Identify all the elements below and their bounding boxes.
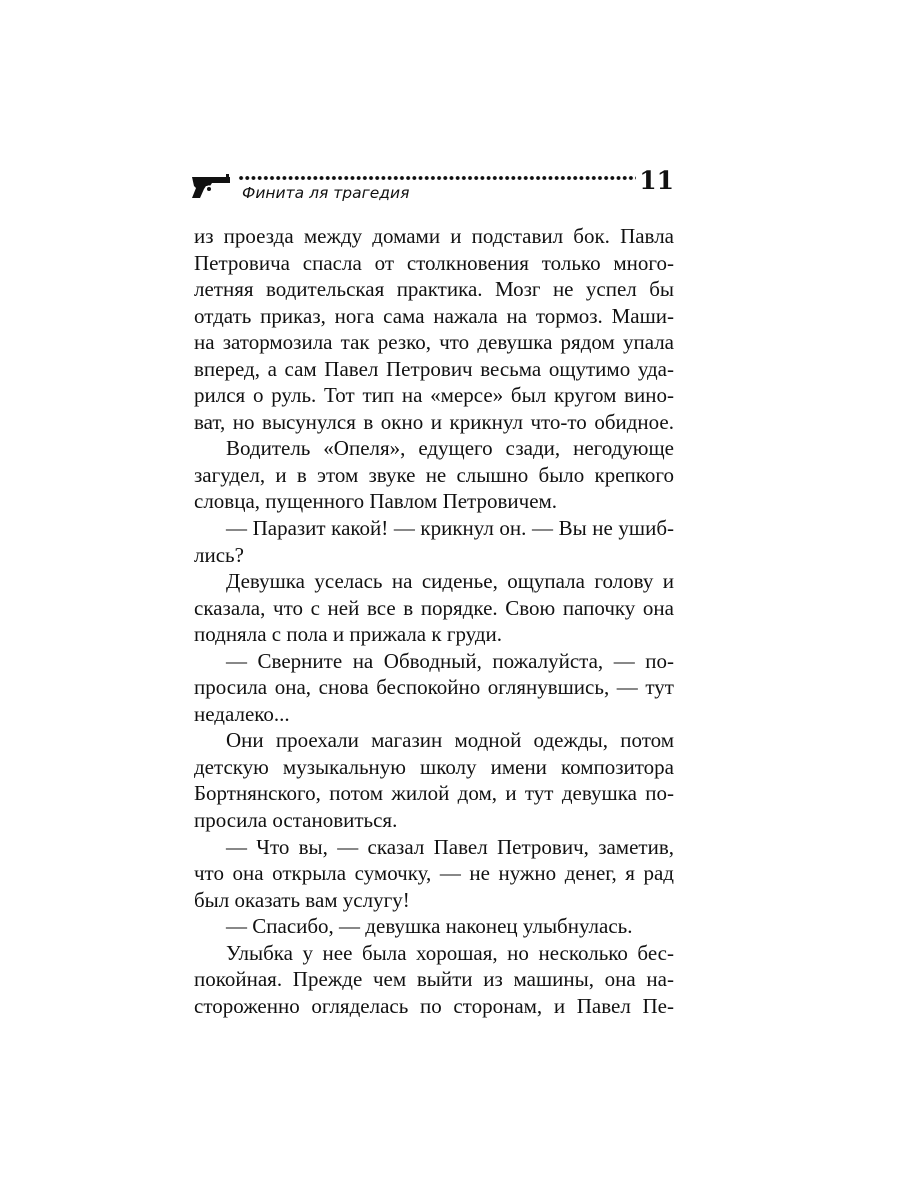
text-line: Водитель «Опеля», едущего сзади, негодующе	[226, 436, 674, 461]
text-line: детскую музыкальную школу имени композитора	[194, 754, 674, 779]
book-title: Финита ля трагедия	[242, 184, 410, 202]
body-text	[194, 223, 674, 1019]
text-line: на затормозила так резко, что девушка рядом упала	[194, 330, 674, 355]
text-line: просила она, снова беспокойно оглянувшись, — тут	[194, 675, 674, 700]
text-line: ват, но высунулся в окно и крикнул что-то обидное.	[194, 409, 674, 434]
revolver-icon	[190, 174, 232, 200]
text-line: — Сверните на Обводный, пожалуйста, — по-	[226, 648, 674, 673]
text-line: лись?	[194, 542, 244, 567]
text-line: загудел, и в этом звуке не слышно было крепкого	[194, 462, 674, 487]
text-line: отдать приказ, нога сама нажала на тормоз. Маши-	[194, 303, 674, 328]
text-line: Они проехали магазин модной одежды, потом	[226, 728, 674, 753]
text-line: покойная. Прежде чем выйти из машины, она на-	[194, 967, 674, 992]
text-line: — Паразит какой! — крикнул он. — Вы не ушиб-	[226, 516, 674, 541]
text-line: — Спасибо, — девушка наконец улыбнулась.	[226, 914, 633, 939]
text-line: вперед, а сам Павел Петрович весьма ощутимо уда-	[194, 356, 674, 381]
running-head	[190, 168, 678, 208]
text-line: был оказать вам услугу!	[194, 887, 410, 912]
text-line: стороженно огляделась по сторонам, и Павел Пе-	[194, 993, 674, 1018]
text-line: подняла с пола и прижала к груди.	[194, 622, 503, 647]
text-line: Петровича спасла от столкновения только много-	[194, 250, 674, 275]
text-line: просила остановиться.	[194, 808, 398, 833]
text-line: словца, пущенного Павлом Петровичем.	[194, 489, 558, 514]
text-line: Девушка уселась на сиденье, ощупала голову и	[226, 569, 674, 594]
text-line: сказала, что с ней все в порядке. Свою папочку она	[194, 595, 674, 620]
text-line: Бортнянского, потом жилой дом, и тут девушка по-	[194, 781, 674, 806]
text-line: что она открыла сумочку, — не нужно денег, я рад	[194, 861, 674, 886]
text-line: недалеко...	[194, 701, 290, 726]
text-line: Улыбка у нее была хорошая, но несколько бес-	[226, 940, 674, 965]
text-line: из проезда между домами и подставил бок. Павла	[194, 224, 674, 248]
text-line: рился о руль. Тот тип на «мерсе» был кругом вино-	[194, 383, 674, 408]
text-line: — Что вы, — сказал Павел Петрович, заметив,	[226, 834, 674, 859]
dotted-rule	[238, 174, 636, 182]
text-line: летняя водительская практика. Мозг не успел бы	[194, 277, 674, 302]
page-number: 11	[639, 166, 674, 195]
